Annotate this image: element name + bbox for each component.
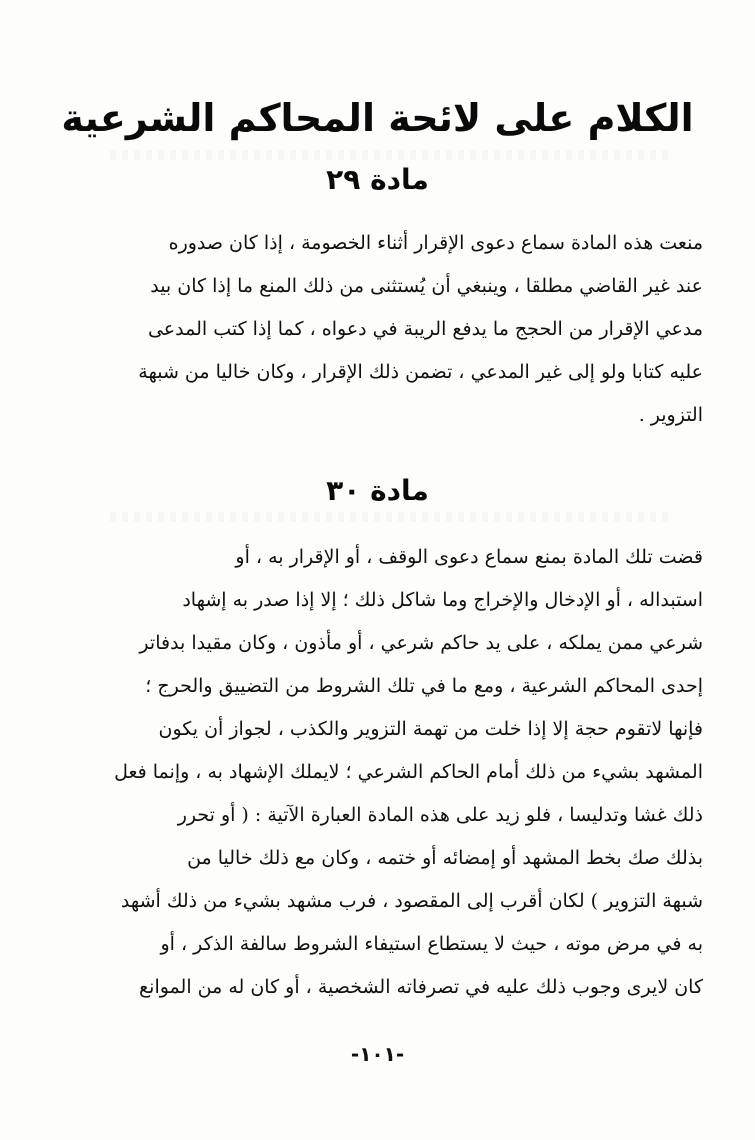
text-line: قضت تلك المادة بمنع سماع دعوى الوقف ، أو الإقرار به ، أو: [235, 546, 703, 568]
text-line: به في مرض موته ، حيث لا يستطاع استيفاء الشروط سالفة الذكر ، أو: [160, 933, 703, 955]
text-line: كان لايرى وجوب ذلك عليه في تصرفاته الشخصية ، أو كان له من الموانع: [139, 976, 703, 998]
text-line: شبهة التزوير ) لكان أقرب إلى المقصود ، فرب مشهد بشيء من ذلك أشهد: [120, 890, 703, 912]
text-line: عند غير القاضي مطلقا ، وينبغي أن يُستثنى من ذلك المنع ما إذا كان بيد: [150, 275, 703, 297]
text-line: التزوير .: [638, 404, 703, 426]
text-line: منعت هذه المادة سماع دعوى الإقرار أثناء الخصومة ، إذا كان صدوره: [168, 232, 703, 254]
article-30-heading: مادة ٣٠: [326, 474, 429, 507]
article-29-heading: مادة ٢٩: [326, 163, 429, 196]
text-line: مدعي الإقرار من الحجج ما يدفع الريبة في دعواه ، كما إذا كتب المدعى: [147, 318, 703, 340]
text-line: عليه كتابا ولو إلى غير المدعي ، تضمن ذلك الإقرار ، وكان خاليا من شبهة: [138, 361, 703, 383]
show-through-marks: [110, 512, 670, 522]
text-line: المشهد بشيء من ذلك أمام الحاكم الشرعي ؛ لايملك الإشهاد به ، وإنما فعل: [114, 761, 703, 783]
text-line: استبداله ، أو الإدخال والإخراج وما شاكل ذلك ؛ إلا إذا صدر به إشهاد: [182, 589, 703, 611]
show-through-marks: [110, 150, 670, 160]
page-title: الكلام على لائحة المحاكم الشرعية: [61, 96, 694, 140]
page-number: -١٠١-: [350, 1042, 405, 1066]
text-line: شرعي ممن يملكه ، على يد حاكم شرعي ، أو مأذون ، وكان مقيدا بدفاتر: [139, 632, 703, 654]
text-line: إحدى المحاكم الشرعية ، ومع ما في تلك الشروط من التضييق والحرج ؛: [145, 675, 703, 697]
text-line: فإنها لاتقوم حجة إلا إذا خلت من تهمة التزوير والكذب ، لجواز أن يكون: [158, 718, 703, 740]
article-30-body: [63, 536, 703, 1009]
text-line: ذلك غشا وتدليسا ، فلو زيد على هذه المادة العبارة الآتية : ( أو تحرر: [177, 804, 703, 826]
article-29-body: [63, 222, 703, 437]
text-line: بذلك صك بخط المشهد أو إمضائه أو ختمه ، وكان مع ذلك خاليا من: [187, 847, 703, 869]
